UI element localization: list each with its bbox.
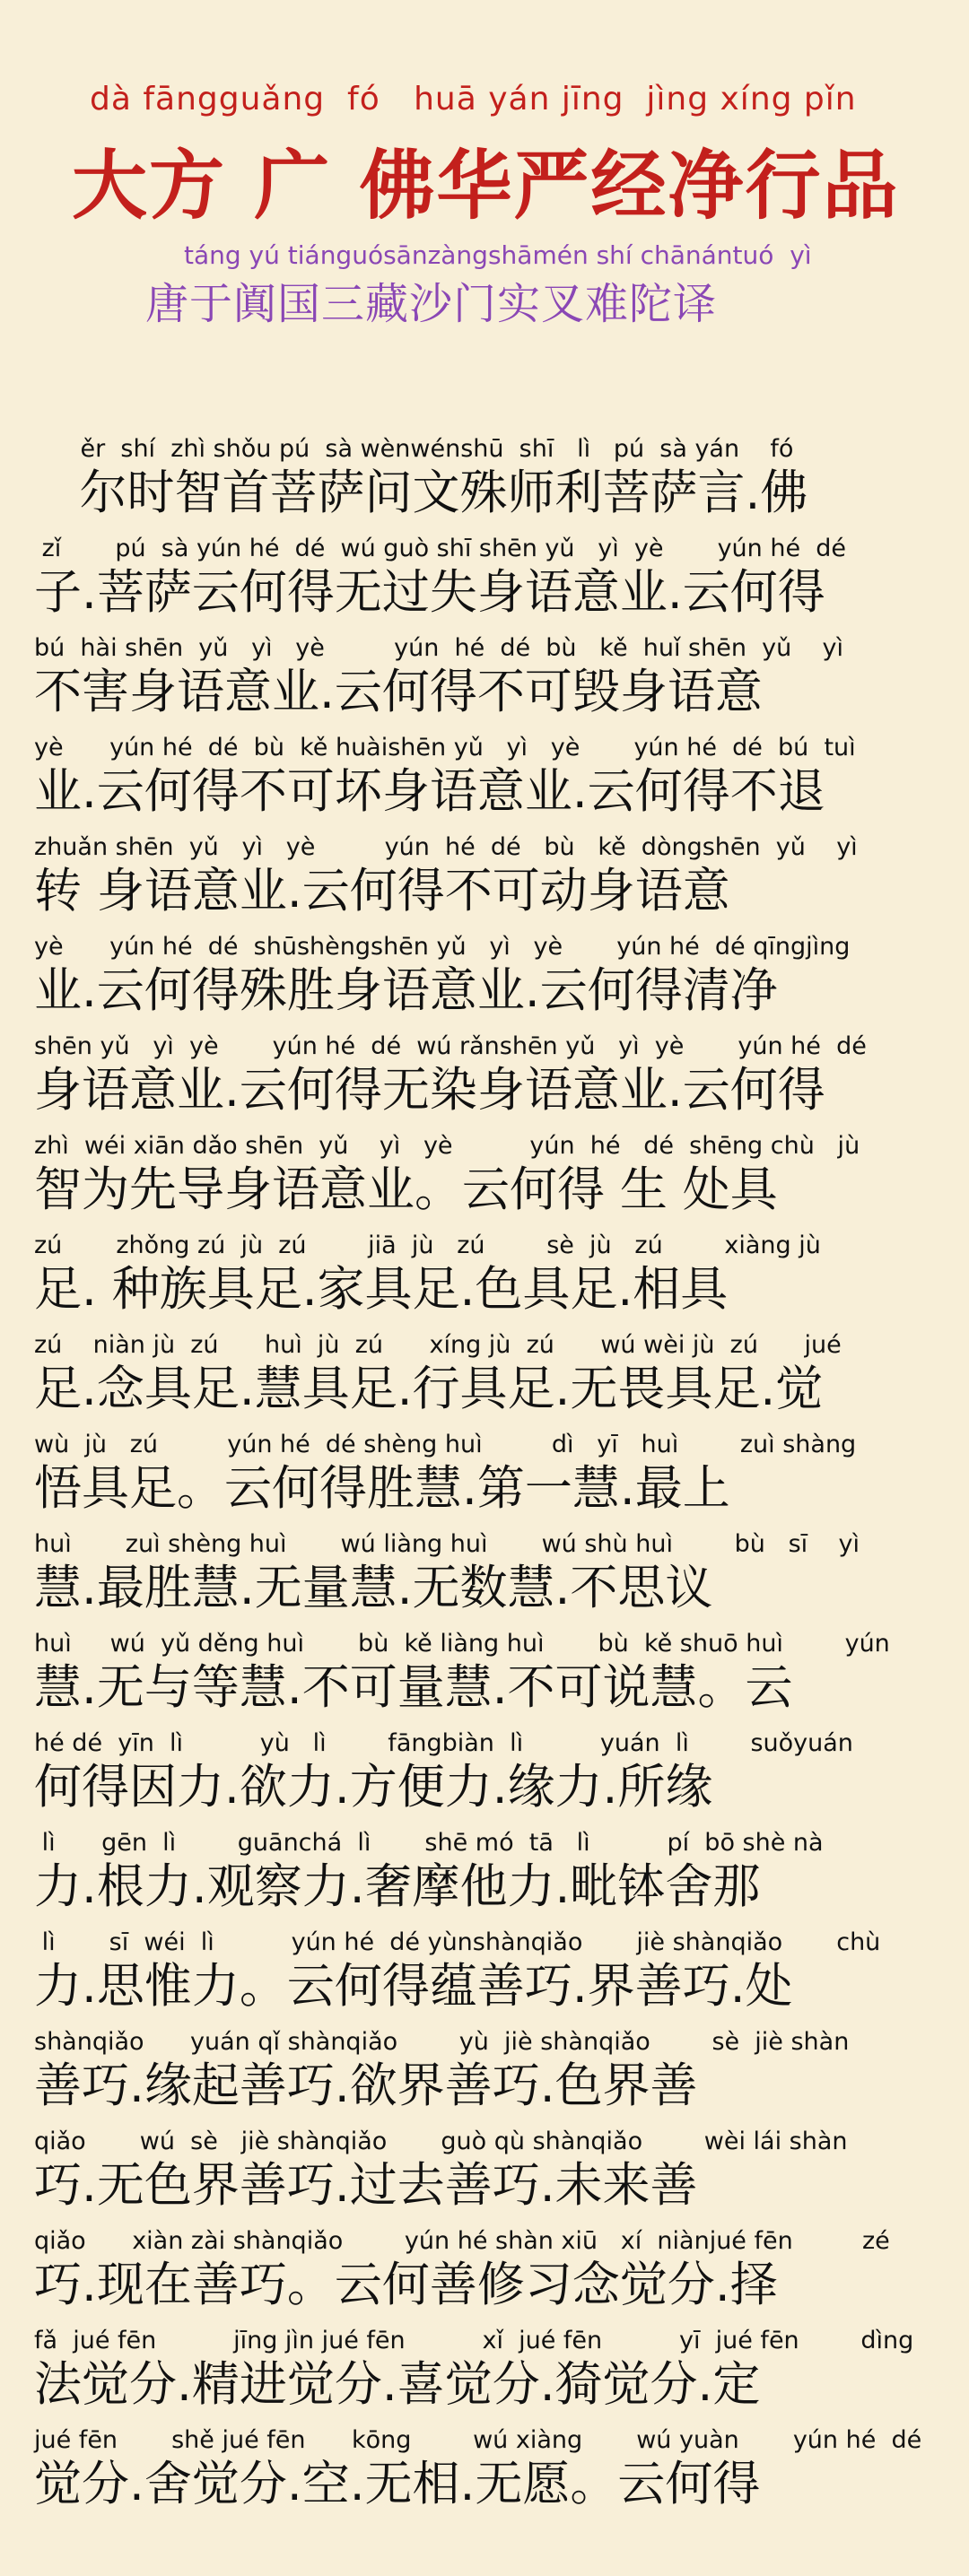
hanzi-row: 转 身语意业.云何得不可动身语意 xyxy=(34,864,730,918)
pinyin-row: wù jù zú yún hé dé shèng huì dì yī huì zuì shàng xyxy=(34,1431,857,1458)
hanzi-row: 身语意业.云何得无染身语意业.云何得 xyxy=(34,1063,825,1118)
text-line xyxy=(34,2227,940,2327)
hanzi-row: 足.念具足.慧具足.行具足.无畏具足.觉 xyxy=(34,1362,824,1416)
pinyin-row: zǐ pú sà yún hé dé wú guò shī shēn yǔ yì yè yún hé dé xyxy=(34,535,846,562)
pinyin-row: ěr shí zhì shǒu pú sà wènwénshū shī lì pú sà yán fó xyxy=(34,435,794,463)
text-line xyxy=(34,1630,940,1729)
text-line xyxy=(34,1928,940,2028)
text-line xyxy=(34,734,940,833)
pinyin-row: zhì wéi xiān dǎo shēn yǔ yì yè yún hé dé shēng chù jù xyxy=(34,1132,860,1160)
text-line xyxy=(34,1132,940,1231)
hanzi-row: 力.思惟力。云何得蕴善巧.界善巧.处 xyxy=(34,1959,793,2014)
pinyin-row: jué fēn shě jué fēn kōng wú xiàng wú yuàn yún hé dé xyxy=(34,2426,922,2454)
pinyin-row: huì zuì shèng huì wú liàng huì wú shù huì bù sī yì xyxy=(34,1530,860,1558)
text-line xyxy=(34,435,940,535)
pinyin-row: lì sī wéi lì yún hé dé yùnshànqiǎo jiè shànqiǎo chù xyxy=(34,1928,881,1956)
hanzi-row: 慧.无与等慧.不可量慧.不可说慧。云 xyxy=(34,1660,793,1715)
hanzi-row: 子.菩萨云何得无过失身语意业.云何得 xyxy=(34,565,825,620)
hanzi-row: 智为先导身语意业。云何得 生 处具 xyxy=(34,1162,778,1217)
hanzi-row: 法觉分.精进觉分.喜觉分.猗觉分.定 xyxy=(34,2357,761,2412)
hanzi-row: 悟具足。云何得胜慧.第一慧.最上 xyxy=(34,1461,730,1516)
hanzi-row: 足. 种族具足.家具足.色具足.相具 xyxy=(34,1262,729,1317)
text-line xyxy=(34,833,940,933)
hanzi-row: 觉分.舍觉分.空.无相.无愿。云何得 xyxy=(34,2457,761,2511)
hanzi-row: 巧.无色界善巧.过去善巧.未来善 xyxy=(34,2158,698,2213)
pinyin-row: yè yún hé dé bù kě huàishēn yǔ yì yè yún hé dé bú tuì xyxy=(34,734,856,761)
hanzi-row: 业.云何得殊胜身语意业.云何得清净 xyxy=(34,963,778,1018)
text-line xyxy=(34,1231,940,1331)
text-line xyxy=(34,933,940,1032)
text-line xyxy=(34,1331,940,1431)
pinyin-row: zú zhǒng zú jù zú jiā jù zú sè jù zú xiàng jù xyxy=(34,1231,821,1259)
hanzi-row: 慧.最胜慧.无量慧.无数慧.不思议 xyxy=(34,1561,713,1615)
text-line xyxy=(34,1829,940,1928)
scripture-text xyxy=(34,435,940,2526)
text-line xyxy=(34,2028,940,2128)
text-line xyxy=(34,1729,940,1829)
pinyin-row: huì wú yǔ děng huì bù kě liàng huì bù kě shuō huì yún xyxy=(34,1630,890,1658)
hanzi-row: 善巧.缘起善巧.欲界善巧.色界善 xyxy=(34,2058,698,2113)
pinyin-row: hé dé yīn lì yù lì fāngbiàn lì yuán lì suǒyuán xyxy=(34,1729,853,1757)
text-line xyxy=(34,2327,940,2426)
hanzi-row: 巧.现在善巧。云何善修习念觉分.择 xyxy=(34,2258,778,2312)
text-line xyxy=(34,1032,940,1132)
text-line xyxy=(34,1431,940,1530)
pinyin-row: zhuǎn shēn yǔ yì yè yún hé dé bù kě dòngshēn yǔ yì xyxy=(34,833,858,861)
translator-line: 唐于阗国三藏沙门实叉难陀译 xyxy=(145,279,718,329)
pinyin-row: qiǎo xiàn zài shànqiǎo yún hé shàn xiū xí niànjué fēn zé xyxy=(34,2227,890,2255)
translator-pinyin: táng yú tiánguósānzàngshāmén shí chānántuó yì xyxy=(184,240,812,270)
title-pinyin: dà fāngguǎng fó huā yán jīng jìng xíng pǐn xyxy=(90,81,857,117)
pinyin-row: shēn yǔ yì yè yún hé dé wú rǎnshēn yǔ yì yè yún hé dé xyxy=(34,1032,867,1060)
text-line xyxy=(34,2128,940,2227)
pinyin-row: shànqiǎo yuán qǐ shànqiǎo yù jiè shànqiǎo sè jiè shàn xyxy=(34,2028,850,2056)
pinyin-row: qiǎo wú sè jiè shànqiǎo guò qù shànqiǎo wèi lái shàn xyxy=(34,2128,848,2155)
hanzi-row: 何得因力.欲力.方便力.缘力.所缘 xyxy=(34,1760,713,1815)
text-line xyxy=(34,634,940,734)
pinyin-row: bú hài shēn yǔ yì yè yún hé dé bù kě huǐ shēn yǔ yì xyxy=(34,634,844,662)
text-line xyxy=(34,535,940,634)
hanzi-row: 尔时智首菩萨问文殊师利菩萨言.佛 xyxy=(34,466,808,520)
text-line xyxy=(34,2426,940,2526)
pinyin-row: yè yún hé dé shūshèngshēn yǔ yì yè yún hé dé qīngjìng xyxy=(34,933,851,961)
hanzi-row: 力.根力.观察力.奢摩他力.毗钵舍那 xyxy=(34,1859,761,1914)
pinyin-row: fǎ jué fēn jīng jìn jué fēn xǐ jué fēn yī jué fēn dìng xyxy=(34,2327,914,2354)
page-title: 大方 广 佛华严经净行品 xyxy=(72,142,900,230)
pinyin-row: zú niàn jù zú huì jù zú xíng jù zú wú wèi jù zú jué xyxy=(34,1331,842,1359)
hanzi-row: 不害身语意业.云何得不可毁身语意 xyxy=(34,665,763,719)
pinyin-row: lì gēn lì guānchá lì shē mó tā lì pí bō shè nà xyxy=(34,1829,824,1857)
hanzi-row: 业.云何得不可坏身语意业.云何得不退 xyxy=(34,764,825,819)
text-line xyxy=(34,1530,940,1630)
